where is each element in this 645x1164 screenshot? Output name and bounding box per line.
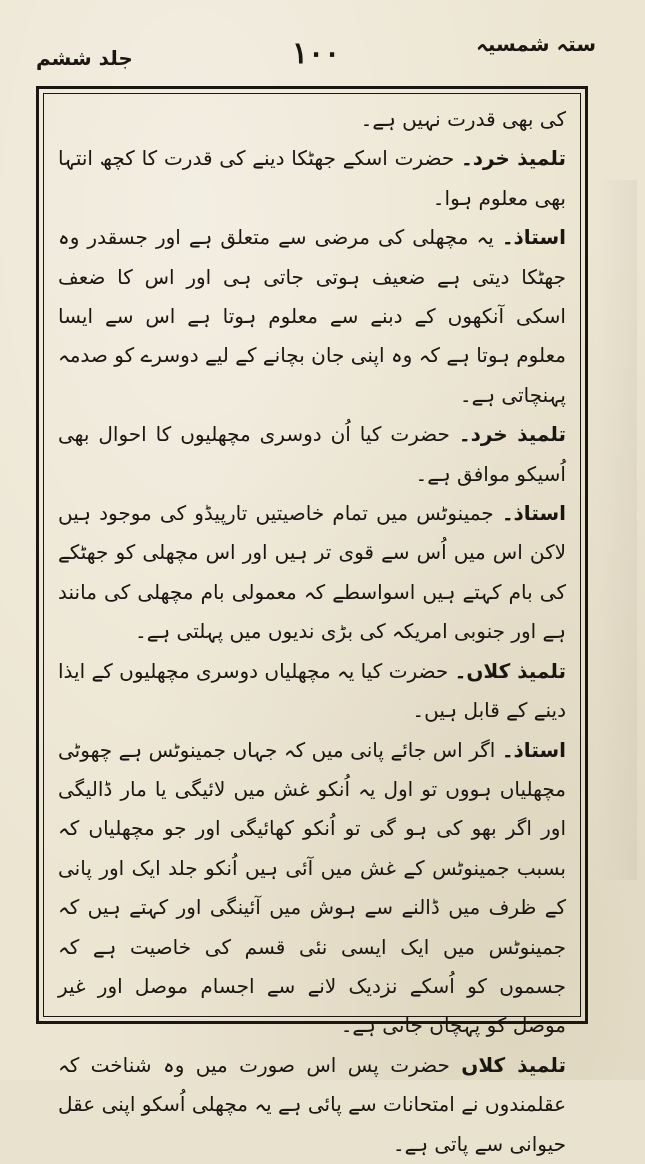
speaker-label: تلمیذ خرد۔ [460, 146, 566, 171]
volume-label: جلد ششم [36, 46, 133, 70]
paragraph-text: جمینوٹس میں تمام خاصیتیں تارپیڈو کی موجود ہیں لاکن اس میں اُس سے قوی تر ہیں اور اس مچھلی کو جھٹکے کی بام کہتے ہیں اسواسطے کہ معمولی بام مچھلی کی مانند ہے اور جنوبی امریکہ کی بڑی ندیوں میں پہلتی ہے۔ [58, 501, 566, 644]
paragraph-text: حضرت پس اس صورت میں وہ شناخت کہ عقلمندوں نے امتحانات سے پائی ہے یہ مچھلی اُسکو اپنی عقل حیوانی سے پاتی ہے۔ [58, 1052, 566, 1156]
speaker-label: تلمیذ کلاں۔ [454, 658, 567, 683]
page-header [36, 32, 596, 78]
paragraph-text: یہ مچھلی کی مرضی سے متعلق ہے اور جسقدر وہ جھٹکا دیتی ہے ضعیف ہوتی جاتی ہی اور اس کا ضعف اسکی آنکھوں کے دبنے سے معلوم ہوتا ہے اس سے ایسا معلوم ہوتا ہے کہ وہ اپنی جان بچانے کے لیے دوسرے کو صدمہ پہنچاتی ہے۔ [58, 225, 566, 407]
paragraph [58, 494, 566, 652]
speaker-label: استاذ۔ [501, 737, 567, 762]
paragraph [58, 139, 566, 218]
speaker-label: استاذ۔ [501, 225, 566, 250]
page-body [58, 100, 566, 1164]
speaker-label: تلمیذ خرد۔ [458, 422, 567, 447]
paragraph [58, 652, 566, 731]
paper-shadow [597, 180, 637, 880]
speaker-label: تلمیذ کلاں [461, 1052, 567, 1077]
page-number: ۱۰۰ [291, 36, 341, 71]
paragraph [58, 218, 566, 415]
paragraph-text: حضرت اسکے جھٹکا دینے کی قدرت کا کچھ انتہا بھی معلوم ہوا۔ [58, 146, 566, 210]
paragraph-text: حضرت کیا اُن دوسری مچھلیوں کا احوال بھی اُسیکو موافق ہے۔ [58, 422, 566, 486]
paragraph-text: کی بھی قدرت نہیں ہے۔ [360, 107, 566, 131]
book-title: ستہ شمسیہ [476, 32, 596, 56]
paragraph [58, 415, 566, 494]
paragraph [58, 731, 566, 1046]
paragraph [58, 1046, 566, 1164]
speaker-label: استاذ۔ [501, 501, 567, 526]
paragraph-text: حضرت کیا یہ مچھلیاں دوسری مچھلیوں کے ایذا دینے کے قابل ہیں۔ [58, 658, 566, 723]
paragraph [58, 100, 566, 139]
paragraph-text: اگر اس جائے پانی میں کہ جہاں جمینوٹس ہے چھوٹی مچھلیاں ہووں تو اول یہ اُنکو غش میں لائیگی یا مار ڈالیگی اور اگر بھو کی ہو گی تو اُنکو کھائیگی اور جو مچھلیاں کہ بسبب جمینوٹس کے غش میں آئی ہیں اُنکو جلد ایک اور پانی کے ظرف میں ڈالنے سے ہوش میں آئینگی اور کہتے ہیں کہ جمینوٹس میں ایک ایسی نئی قسم کی خاصیت ہے کہ جسموں کو اُسکے نزدیک لانے سے اجسام موصل اور غیر موصل کو پہچان جاتی ہے۔ [58, 737, 566, 1038]
